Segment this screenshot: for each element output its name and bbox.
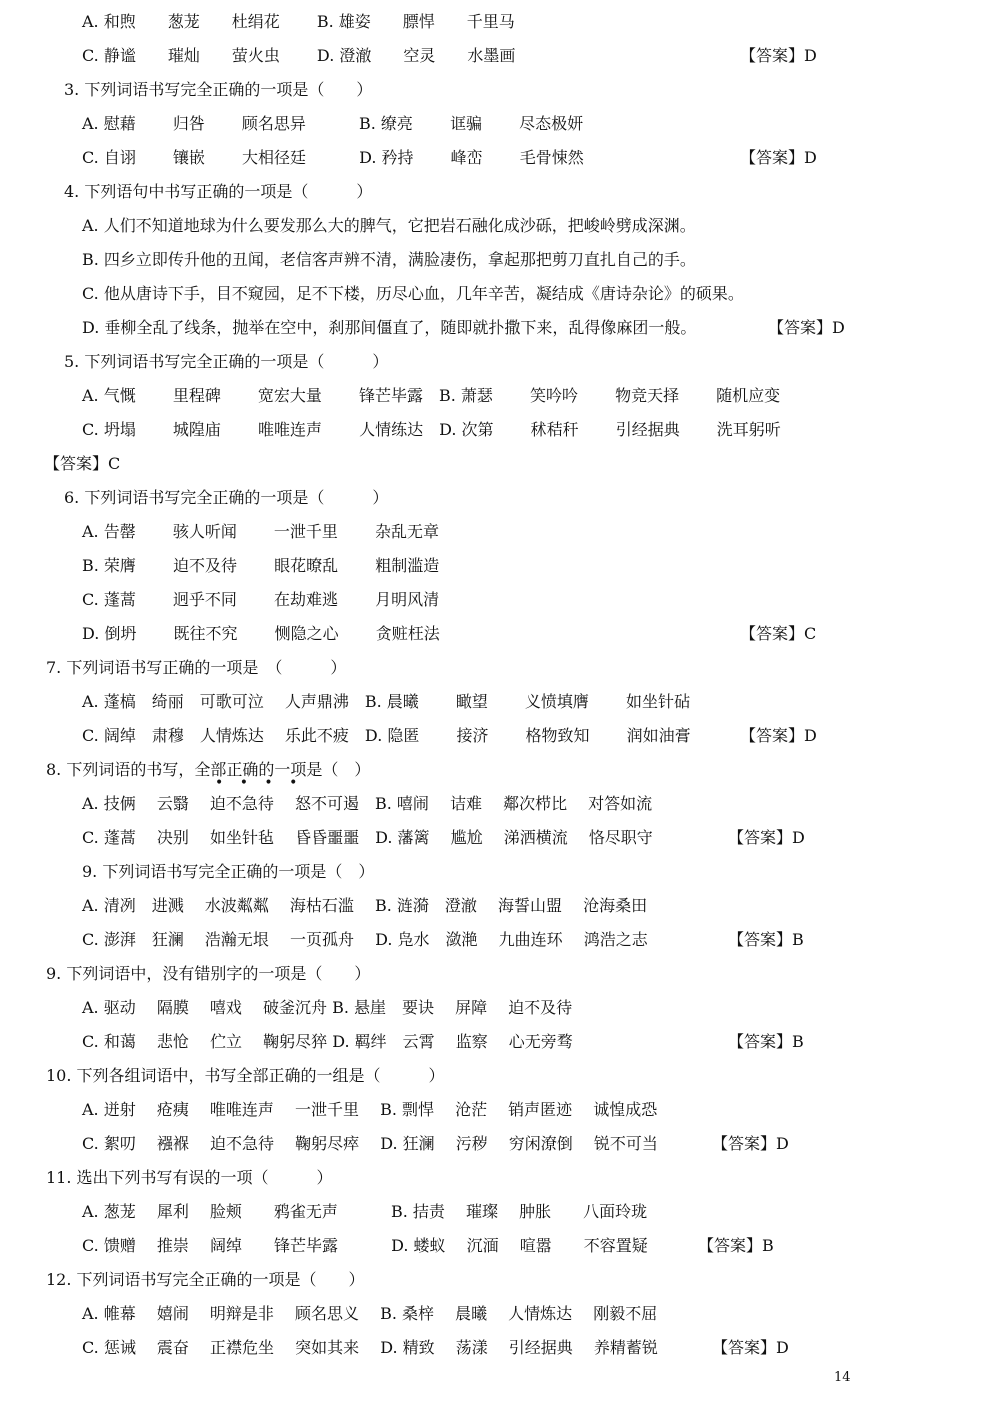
text-line: 8. 下列词语的书写，全部正确的一项是（ ） [46,760,371,779]
answer-label: 【答案】D [768,318,845,337]
text-line: C. 蓬蒿 迥乎不同 在劫难逃 月明风清 [82,590,440,609]
text-line: C. 澎湃 狂澜 浩瀚无垠 一页孤舟 D. 凫水 潋滟 九曲连环 鸿浩之志 [82,930,648,949]
text-line: 12. 下列词语书写完全正确的一项是（ ） [46,1270,365,1289]
answer-label: 【答案】D [728,828,805,847]
text-line: C. 絮叨 襁褓 迫不急待 鞠躬尽瘁 D. 狂澜 污秽 穷闲潦倒 锐不可当 [82,1134,658,1153]
answer-label: 【答案】C [740,624,817,643]
text-line: 10. 下列各组词语中，书写全部正确的一组是（ ） [46,1066,445,1085]
text-line: D. 垂柳全乱了线条，抛举在空中，刹那间僵直了，随即就扑撒下来，乱得像麻团一般。 [82,318,697,337]
text-line: 4. 下列语句中书写正确的一项是（ ） [64,182,373,201]
text-line: B. 荣膺 迫不及待 眼花暸乱 粗制滥造 [82,556,440,575]
text-line: 5. 下列词语书写完全正确的一项是（ ） [64,352,389,371]
text-line: A. 技俩 云翳 迫不急待 怒不可遏 B. 嘻闹 诘难 鄰次栉比 对答如流 [82,794,653,813]
text-line: A. 慰藉 归咎 顾名思异 B. 缭亮 诓骗 尽态极妍 [82,114,584,133]
text-line: 3. 下列词语书写完全正确的一项是（ ） [64,80,373,99]
text-line: C. 惩诫 震奋 正襟危坐 突如其来 D. 精致 荡漾 引经据典 养精蓄锐 [82,1338,658,1357]
text-line: C. 阔绰 肃穆 人情炼达 乐此不疲 D. 隐匿 接济 格物致知 润如油膏 [82,726,691,745]
answer-label: 【答案】D [740,46,817,65]
text-line: A. 气慨 里程碑 宽宏大量 锋芒毕露 B. 萧瑟 笑吟吟 物竞天择 随机应变 [82,386,781,405]
text-line: A. 迸射 疮痍 唯唯连声 一泄千里 B. 剽悍 沧茫 销声匿迹 诚惶成恐 [82,1100,658,1119]
text-line: A. 葱茏 犀利 脸颊 鸦雀无声 B. 拮责 璀璨 肿胀 八面玲珑 [82,1202,648,1221]
text-line: D. 倒坍 既往不究 恻隐之心 贪赃枉法 [82,624,440,643]
text-line: 【答案】C [44,454,121,473]
text-line: A. 帷幕 嬉闹 明辩是非 顾名思义 B. 桑梓 晨曦 人情炼达 刚毅不屈 [82,1304,658,1323]
text-line: C. 馈赠 推崇 阔绰 锋芒毕露 D. 蝼蚁 沉湎 喧嚣 不容置疑 [82,1236,648,1255]
text-line: 7. 下列词语书写正确的一项是 （ ） [46,658,347,677]
text-line: A. 和煦 葱茏 杜绢花 B. 雄姿 膘悍 千里马 [82,12,515,31]
answer-label: 【答案】D [712,1134,789,1153]
answer-label: 【答案】D [712,1338,789,1357]
page-number: 14 [834,1370,851,1385]
answer-label: 【答案】D [740,726,817,745]
text-line: C. 自诩 镶嵌 大相径廷 D. 矜持 峰峦 毛骨悚然 [82,148,584,167]
text-line: A. 告罄 骇人听闻 一泄千里 杂乱无章 [82,522,439,541]
text-line: C. 静谧 璀灿 萤火虫 D. 澄澈 空灵 水墨画 [82,46,516,65]
emphasis-dots: • • • • [215,775,304,791]
text-line: A. 人们不知道地球为什么要发那么大的脾气，它把岩石融化成沙砾，把峻岭劈成深渊。 [82,216,696,235]
text-line: 9. 下列词语书写完全正确的一项是（ ） [82,862,375,881]
answer-label: 【答案】D [740,148,817,167]
text-line: 11. 选出下列书写有误的一项（ ） [46,1168,333,1187]
text-line: C. 坍塌 城隍庙 唯唯连声 人情练达 D. 次第 秫秸秆 引经据典 洗耳躬听 [82,420,781,439]
text-line: 6. 下列词语书写完全正确的一项是（ ） [64,488,389,507]
text-line: C. 和蔼 悲怆 伫立 鞠躬尽猝 D. 羁绊 云霄 监察 心无旁骛 [82,1032,573,1051]
answer-label: 【答案】B [728,930,804,949]
text-line: C. 他从唐诗下手，目不窥园，足不下楼，历尽心血，几年辛苦，凝结成《唐诗杂论》的硕果。 [82,284,744,303]
text-line: B. 四乡立即传升他的丑闻，老信客声辨不清，满脸凄伤，拿起那把剪刀直扎自己的手。 [82,250,696,269]
answer-label: 【答案】B [698,1236,774,1255]
text-line: 9. 下列词语中，没有错别字的一项是（ ） [46,964,371,983]
text-line: C. 蓬蒿 决别 如坐针毡 昏昏噩噩 D. 藩篱 尴尬 涕洒横流 恪尽职守 [82,828,653,847]
text-line: A. 清冽 进溅 水波粼粼 海枯石滥 B. 涟漪 澄澈 海誓山盟 沧海桑田 [82,896,648,915]
text-line: A. 驱动 隔膜 嘻戏 破釜沉舟 B. 悬崖 要诀 屏障 迫不及待 [82,998,573,1017]
text-line: A. 蓬槁 绮丽 可歌可泣 人声鼎沸 B. 晨曦 瞰望 义愤填膺 如坐针砧 [82,692,691,711]
answer-label: 【答案】B [728,1032,804,1051]
